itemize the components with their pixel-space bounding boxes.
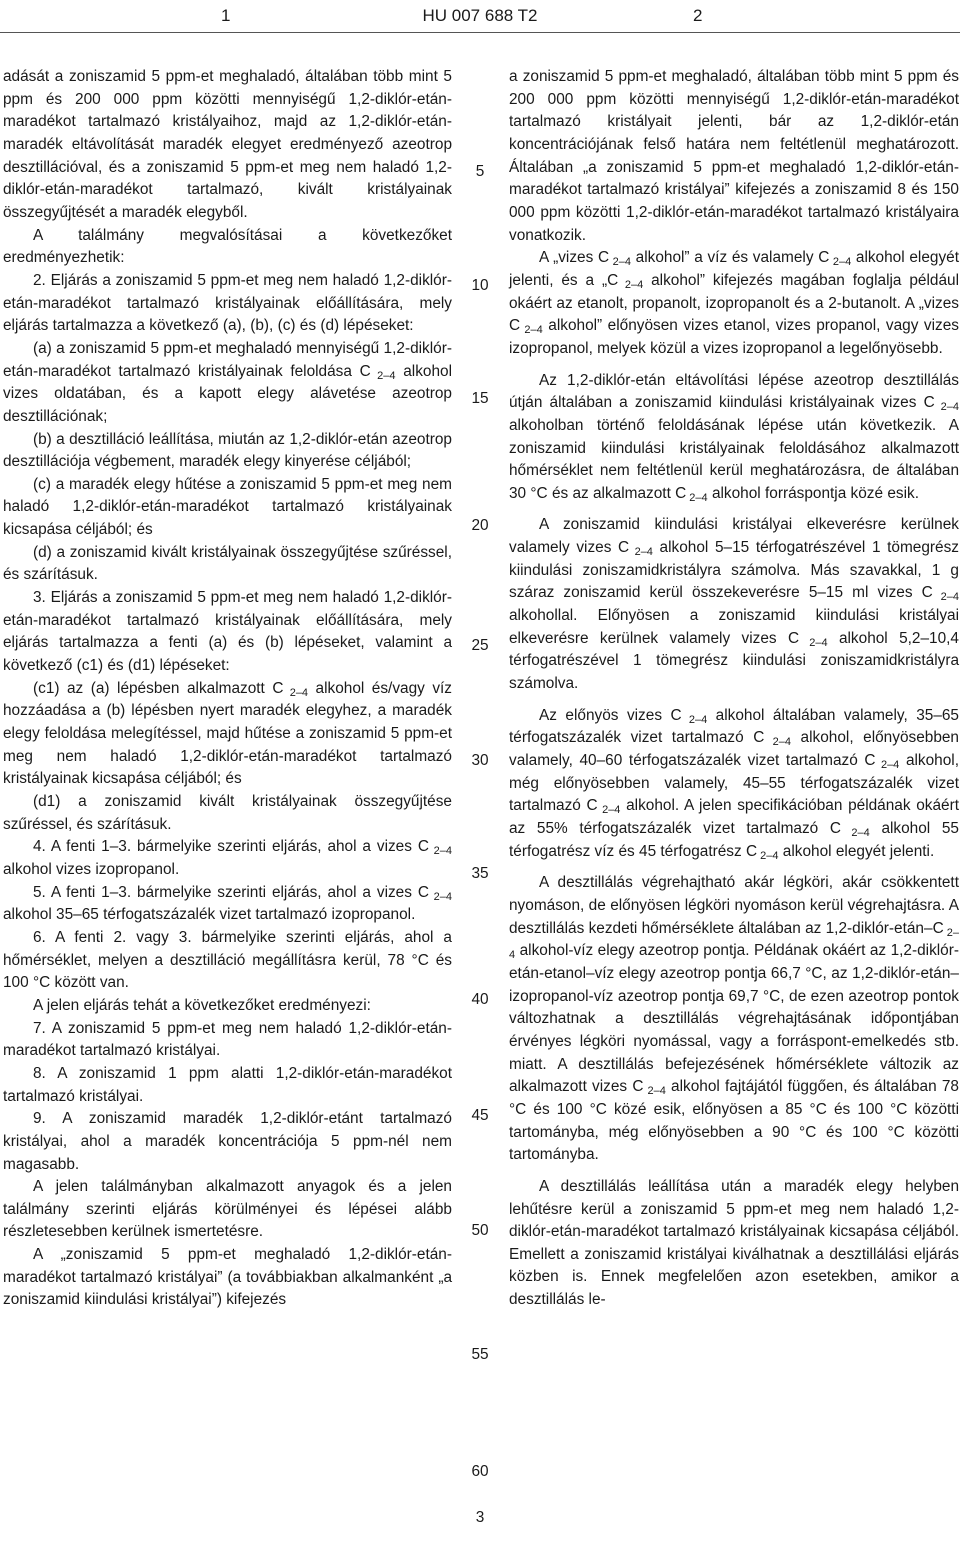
line-number: 10 [471,277,489,294]
line-number: 30 [471,752,489,769]
left-page-number: 1 [221,6,231,25]
paragraph: A desztillálás végrehajtható akár légköri, akár csökkentett nyomáson, de előnyösen légköri nyomáson kerül végrehajtásra. A desztillálás kezdeti hőmérséklete általában az 1,2-diklór-etán–C $_{2-4}$ alkohol-víz elegy azeotrop pontja. Példának okáért az 1,2-diklór-etán-etanol–víz elegy azeotrop pontja 66,7 °C, az 1,2-diklór-etán–izopropanol-víz azeotrop pontja 69,7 °C, de ezen azeotrop pontok változhatnak a desztillálás végrehajtásának időpontjában érvényes légköri nyomással, vagy a forráspont-emelkedés stb. miatt. A desztillálás befejezésének hőmérséklete változik az alkalmazott vizes C $_{2-4}$ alkohol fajtájától függően, és általában 78 °C és 100 °C közé esik, előnyösen a 85 °C és 100 °C közötti tartományba, még előnyösebben a 90 °C és 100 °C közötti tartományba. [509,874,959,1164]
step-d: (d) a zoniszamid kivált kristályainak összegyűjtése szűréssel, és szárításuk. [3,543,452,584]
document-id: HU 007 688 T2 [422,6,538,25]
paragraph: A jelen találmányban alkalmazott anyagok és a jelen találmány szerinti eljárás körülményei és lépései alább részletesebben kerülnek ismertetésre. [3,1178,452,1241]
claim-5: 5. A fenti 1–3. bármelyike szerinti eljárás, ahol a vizes C $_{2-4}$ alkohol 35–65 térfogatszázalék vizet tartalmazó izopropanol. [3,883,452,924]
claim-9: 9. A zoniszamid maradék 1,2-diklór-etánt tartalmazó kristályai, ahol a maradék koncentrációja 5 ppm-nél nem magasabb. [3,1110,452,1173]
paragraph: A „vizes C $_{2-4}$ alkohol” a víz és valamely C $_{2-4}$ alkohol elegyét jelenti, és a „C $_{2-4}$ alkohol” kifejezés magában foglalja például okáért az etanolt, propanolt, izopropanolt és a 2-butanolt. A „vizes C $_{2-4}$ alkohol” előnyösen vizes etanol, vizes propanol, vagy vizes izopropanol, melyek közül a vizes izopropanol a legelőnyösebb. [509,249,959,357]
right-column [509,66,959,1312]
line-number: 40 [471,991,489,1008]
claim-3: 3. Eljárás a zoniszamid 5 ppm-et meg nem haladó 1,2-diklór-etán-maradékot tartalmazó kristályainak előállítására, mely eljárás tartalmazza a fenti (a) és (b) lépéseket, valamint a következő (c1) és (d1) lépéseket: [3,589,452,675]
paragraph: adását a zoniszamid 5 ppm-et meghaladó, általában több mint 5 ppm és 200 000 ppm közötti mennyiségű 1,2-diklór-etán-maradékot tartalmazó kristályaihoz, majd az 1,2-diklór-etán-maradék eltávolítását maradék elegyet eredményező azeotrop desztillációval, és a zoniszamid 5 ppm-et meg nem haladó 1,2-diklór-etán-maradékot tartalmazó, kivált kristályainak összegyűjtését a maradék elegyből. [3,68,452,221]
page-number: 3 [475,1509,485,1526]
left-column [3,66,452,1312]
line-number: 55 [471,1346,489,1363]
right-page-number: 2 [693,6,703,25]
paragraph: Az 1,2-diklór-etán eltávolítási lépése azeotrop desztillálás útján általában a zoniszamid kiindulási kristályainak vizes C $_{2-4}$ alkoholban történő feloldásának lépése után következik. A zoniszamid kiindulási kristályainak feloldásához alkalmazott hőmérséklet nem feltétlenül kerül meghatározásra, de általában 30 °C és az alkalmazott C $_{2-4}$ alkohol forráspontja közé esik. [509,371,959,504]
step-a: (a) a zoniszamid 5 ppm-et meghaladó mennyiségű 1,2-diklór-etán-maradékot tartalmazó kristályainak feloldása C $_{2-4}$ alkohol vizes oldatában, és a kapott elegy alávetése azeotrop desztillációnak; [3,339,452,425]
line-number: 20 [471,517,489,534]
line-number: 15 [471,390,489,407]
claim-4: 4. A fenti 1–3. bármelyike szerinti eljárás, ahol a vizes C $_{2-4}$ alkohol vizes izopropanol. [3,838,452,878]
line-number: 35 [471,865,489,882]
line-number: 5 [475,163,485,180]
step-d1: (d1) a zoniszamid kivált kristályainak összegyűjtése szűréssel, és szárításuk. [3,793,452,833]
line-number: 25 [471,637,489,654]
line-number: 45 [471,1107,489,1124]
claim-2: 2. Eljárás a zoniszamid 5 ppm-et meg nem haladó 1,2-diklór-etán-maradékot tartalmazó kristályainak előállítására, mely eljárás tartalmazza a következő (a), (b), (c) és (d) lépéseket: [3,271,452,335]
paragraph: A találmány megvalósításai a következőket eredményezhetik: [3,226,452,267]
claim-6: 6. A fenti 2. vagy 3. bármelyike szerinti eljárás, ahol a hőmérséklet, melyen a desztilláció megállításra kerül, 78 °C és 100 °C között van. [3,928,452,992]
step-b: (b) a desztilláció leállítása, miután az 1,2-diklór-etán azeotrop desztillációja végbement, maradék elegy kinyerése céljából; [3,430,452,471]
line-number: 60 [471,1463,489,1480]
paragraph: A „zoniszamid 5 ppm-et meghaladó 1,2-diklór-etán-maradékot tartalmazó kristályai” (a továbbiakban alkalmanként „a zoniszamid kiindulási kristályai”) kifejezés [3,1246,452,1309]
claim-8: 8. A zoniszamid 1 ppm alatti 1,2-diklór-etán-maradékot tartalmazó kristályai. [3,1064,452,1105]
claim-7: 7. A zoniszamid 5 ppm-et meg nem haladó 1,2-diklór-etán-maradékot tartalmazó kristályai. [3,1019,452,1060]
paragraph: Az előnyös vizes C $_{2-4}$ alkohol általában valamely, 35–65 térfogatszázalék vizet tartalmazó C $_{2-4}$ alkohol, előnyösebben valamely, 40–60 térfogatszázalék vizet tartalmazó C $_{2-4}$ alkohol, még előnyösebben valamely, 45–55 térfogatszázalék vizet tartalmazó C $_{2-4}$ alkohol. A jelen specifikációban példának okáért az 55% térfogatszázalék vizet tartalmazó C $_{2-4}$ alkohol 55 térfogatrész víz és 45 térfogatrész C $_{2-4}$ alkohol elegyét jelenti. [509,706,959,862]
step-c: (c) a maradék elegy hűtése a zoniszamid 5 ppm-et meg nem haladó 1,2-diklór-etán-maradékot tartalmazó kristályainak kicsapása céljából; és [3,475,452,539]
paragraph: A zoniszamid kiindulási kristályai elkeverésre kerülnek valamely vizes C $_{2-4}$ alkohol 5–15 térfogatrészével 1 tömegrész kiindulási zoniszamidkristályra számolva. Más szavakkal, 1 g száraz zoniszamid kerül összekeverésre 5–15 ml vizes C $_{2-4}$ alkohollal. Előnyösen a zoniszamid kiindulási kristályai elkeverésre kerülnek valamely vizes C $_{2-4}$ alkohol 5,2–10,4 térfogatrészével 1 tömegrész kiindulási zoniszamidkristályra számolva. [509,516,959,693]
paragraph: A desztillálás leállítása után a maradék elegy helyben lehűtésre kerül a zoniszamid 5 ppm-et meg nem haladó 1,2-diklór-etán-maradékot tartalmazó kristályainak kicsapása céljából. Emellett a zoniszamid kristályai kiválhatnak a desztillálási eljárás közben is. Ennek megfelelően azon esetekben, amikor a desztillálás le- [509,1177,959,1309]
line-number: 50 [471,1222,489,1239]
header-rule [0,32,960,33]
step-c1: (c1) az (a) lépésben alkalmazott C $_{2-4}$ alkohol és/vagy víz hozzáadása a (b) lépésben nyert maradék elegyhez, a maradék elegy feloldása melegítéssel, majd hűtése a zoniszamid 5 ppm-et meg nem haladó 1,2-diklór-etán-maradékot tartalmazó kristályainak kicsapása céljából; és [3,679,452,788]
paragraph: A jelen eljárás tehát a következőket eredményezi: [33,996,371,1014]
paragraph: a zoniszamid 5 ppm-et meghaladó, általában több mint 5 ppm és 200 000 ppm közötti mennyiségű 1,2-diklór-etán-maradékot tartalmazó kristályait jelenti, bár az 1,2-diklór-etán koncentrációjának felső határa nem feltétlenül meghatározott. Általában „a zoniszamid 5 ppm-et meghaladó 1,2-diklór-etán-maradékot tartalmazó kristályai” kifejezés a zoniszamid 8 és 150 000 ppm közötti 1,2-diklór-etán-maradékot tartalmazó kristályaira vonatkozik. [509,68,959,244]
